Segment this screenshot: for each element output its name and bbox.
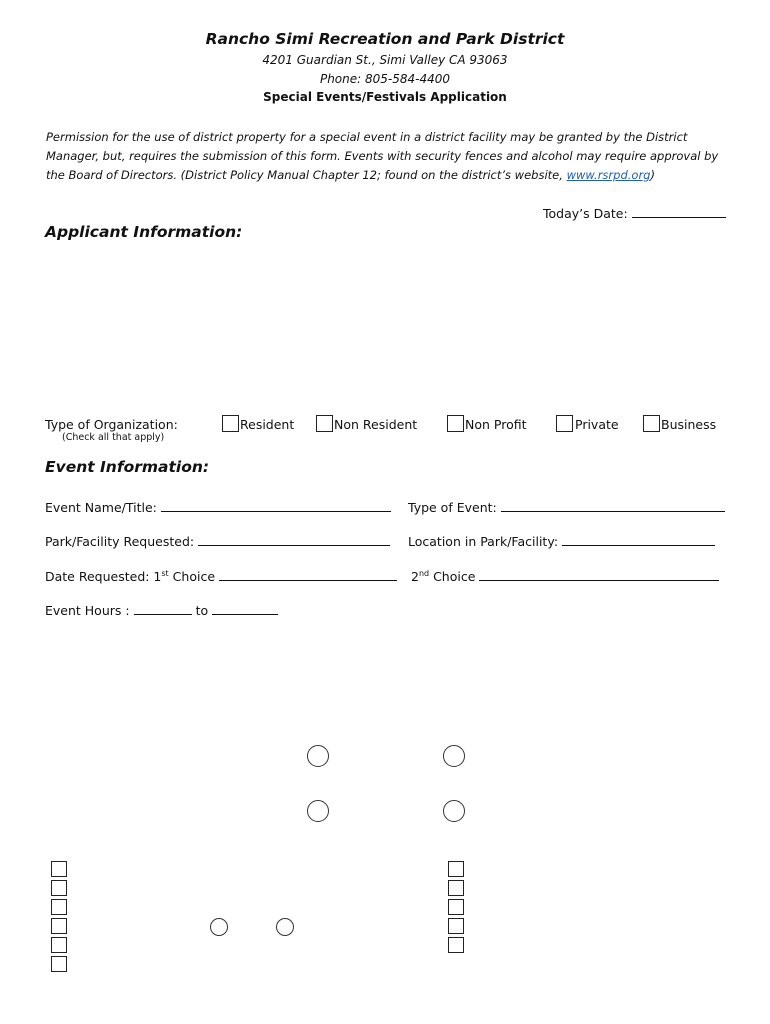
intro-text: Permission for the use of district property for a special event in a district facility may be granted by the District Manager, but, requires the submission of this form. Events with security fences and alcohol may require approval by the Board of Directors. (District Policy Manual Chapter 12; found on the district’s website,: [46, 130, 719, 182]
event-name-label: Event Name/Title:: [45, 500, 157, 515]
todays-date: [543, 203, 726, 221]
date-second-row: [411, 566, 719, 584]
org-type-hint: (Check all that apply): [62, 432, 165, 443]
intro-closing: ): [650, 168, 655, 182]
radio-option-6[interactable]: [276, 918, 294, 936]
date-first-row: [45, 566, 397, 584]
org-type-non-resident-label: Non Resident: [334, 417, 418, 432]
hours-end-field[interactable]: [212, 600, 278, 615]
park-label: Park/Facility Requested:: [45, 534, 195, 549]
checkbox-left-3[interactable]: [51, 899, 67, 915]
org-type-business-label: Business: [661, 417, 717, 432]
date-first-field[interactable]: [219, 566, 397, 581]
radio-option-1[interactable]: [307, 745, 329, 767]
checkbox-right-2[interactable]: [448, 880, 464, 896]
website-link[interactable]: www.rsrpd.org: [566, 168, 651, 182]
checkbox-right-1[interactable]: [448, 861, 464, 877]
radio-option-2[interactable]: [443, 745, 465, 767]
org-phone: Phone: 805-584-4400: [319, 72, 451, 86]
org-address: 4201 Guardian St., Simi Valley CA 93063: [262, 53, 508, 67]
checkbox-left-1[interactable]: [51, 861, 67, 877]
hours-label: Event Hours :: [45, 603, 130, 618]
checkbox-non-profit[interactable]: [447, 415, 464, 432]
event-heading: Event Information:: [45, 458, 210, 476]
checkbox-left-4[interactable]: [51, 918, 67, 934]
checkbox-left-2[interactable]: [51, 880, 67, 896]
date-second-field[interactable]: [479, 566, 719, 581]
radio-option-5[interactable]: [210, 918, 228, 936]
event-type-field[interactable]: [501, 497, 725, 512]
hours-start-field[interactable]: [134, 600, 192, 615]
checkbox-private[interactable]: [556, 415, 573, 432]
checkbox-non-resident[interactable]: [316, 415, 333, 432]
event-type-label: Type of Event:: [408, 500, 497, 515]
org-name: Rancho Simi Recreation and Park District: [205, 30, 565, 48]
checkbox-left-5[interactable]: [51, 937, 67, 953]
event-name-row: [45, 497, 391, 515]
event-name-field[interactable]: [161, 497, 391, 512]
hours-to-label: to: [195, 603, 209, 618]
org-type-resident-label: Resident: [240, 417, 295, 432]
radio-option-3[interactable]: [307, 800, 329, 822]
checkbox-resident[interactable]: [222, 415, 239, 432]
todays-date-label: Today’s Date:: [543, 206, 628, 221]
org-type-non-profit-label: Non Profit: [465, 417, 527, 432]
checkbox-left-6[interactable]: [51, 956, 67, 972]
location-field[interactable]: [562, 531, 715, 546]
checkbox-business[interactable]: [643, 415, 660, 432]
intro-paragraph: [46, 128, 736, 185]
hours-row: [45, 600, 278, 618]
checkbox-right-5[interactable]: [448, 937, 464, 953]
org-type-label: Type of Organization:: [45, 417, 178, 432]
radio-option-4[interactable]: [443, 800, 465, 822]
park-row: [45, 531, 390, 549]
location-label: Location in Park/Facility:: [408, 534, 559, 549]
park-field[interactable]: [198, 531, 390, 546]
form-title: Special Events/Festivals Application: [263, 90, 507, 104]
checkbox-right-4[interactable]: [448, 918, 464, 934]
applicant-heading: Applicant Information:: [45, 223, 243, 241]
date-first-label: Date Requested: 1st Choice: [45, 568, 216, 584]
date-second-label: 2nd Choice: [411, 568, 476, 584]
checkbox-right-3[interactable]: [448, 899, 464, 915]
org-type-private-label: Private: [575, 417, 619, 432]
location-row: [408, 531, 715, 549]
todays-date-field[interactable]: [632, 203, 726, 218]
event-type-row: [408, 497, 725, 515]
